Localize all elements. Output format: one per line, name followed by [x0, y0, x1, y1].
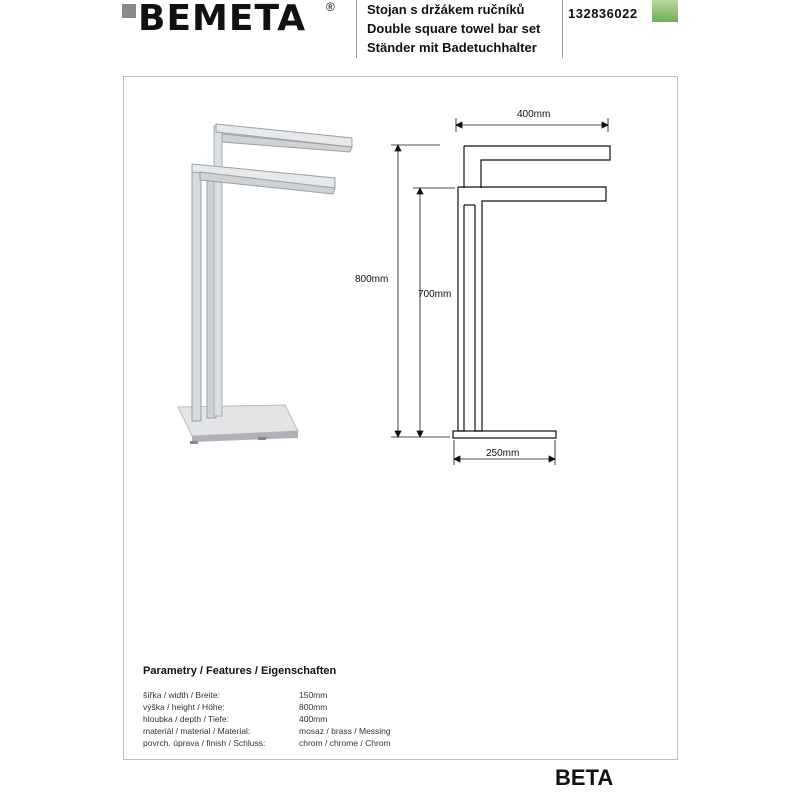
brand-logo: BEMETA: [138, 0, 307, 39]
param-value: chrom / chrome / Chrom: [299, 738, 391, 748]
title-en: Double square towel bar set: [367, 21, 541, 36]
param-label: hloubka / depth / Tiefe:: [143, 714, 230, 724]
registered-mark: ®: [326, 0, 335, 14]
parameters-title: Parametry / Features / Eigenschaften: [143, 665, 337, 677]
dim-height-total: 800mm: [355, 274, 389, 285]
dim-height-lower: 700mm: [418, 289, 452, 300]
dim-base-width: 250mm: [486, 448, 520, 459]
param-label: výška / height / Höhe:: [143, 702, 225, 712]
product-photo: [178, 124, 352, 444]
param-label: povrch. úprava / finish / Schluss:: [143, 738, 266, 748]
product-code: 132836022: [568, 6, 638, 21]
param-value: 800mm: [299, 702, 328, 712]
technical-drawing: [453, 146, 610, 438]
param-value: 400mm: [299, 714, 328, 724]
param-label: šířka / width / Breite:: [143, 690, 220, 700]
title-de: Ständer mit Badetuchhalter: [367, 40, 537, 55]
param-label: materiál / material / Material:: [143, 726, 251, 736]
title-cz: Stojan s držákem ručníků: [367, 2, 525, 17]
dim-width-top: 400mm: [517, 109, 551, 120]
param-value: mosaz / brass / Messing: [299, 726, 391, 736]
param-value: 150mm: [299, 690, 328, 700]
series-name: BETA: [555, 765, 614, 790]
